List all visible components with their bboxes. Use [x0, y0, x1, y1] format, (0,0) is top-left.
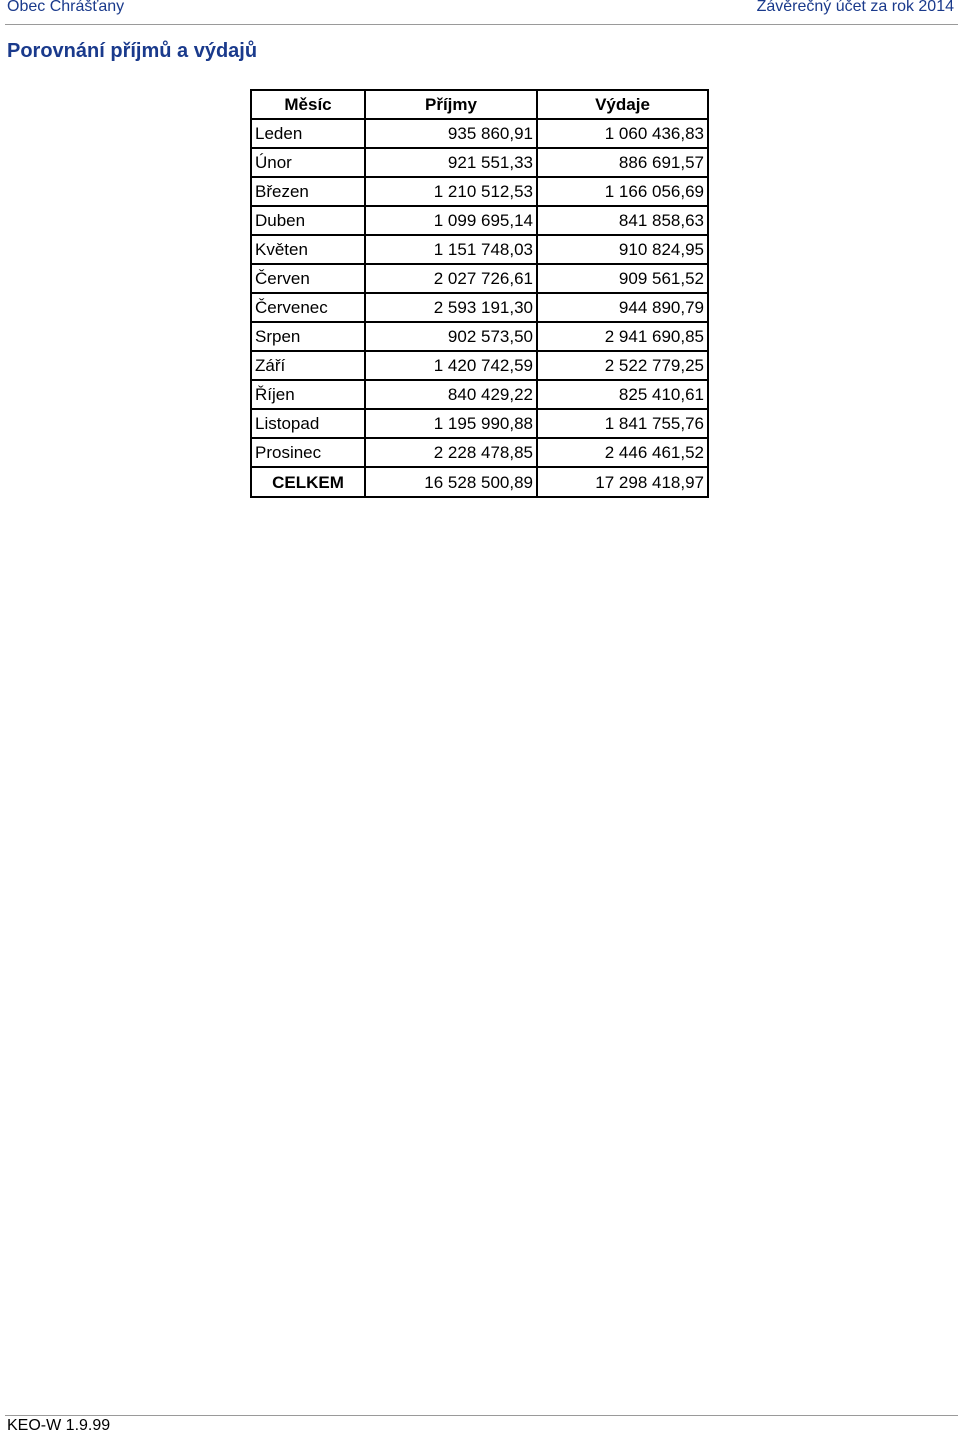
table-row: [251, 351, 708, 380]
table-row: [251, 119, 708, 148]
cell-month: Září: [251, 351, 365, 380]
cell-income: 935 860,91: [365, 119, 537, 148]
cell-month: Únor: [251, 148, 365, 177]
cell-month: Listopad: [251, 409, 365, 438]
table-row: [251, 177, 708, 206]
cell-income: 902 573,50: [365, 322, 537, 351]
table-row: [251, 322, 708, 351]
cell-month: Červen: [251, 264, 365, 293]
table-row: [251, 409, 708, 438]
software-version: KEO-W 1.9.99: [7, 1417, 111, 1434]
cell-expense: 1 166 056,69: [537, 177, 708, 206]
cell-expense: 1 841 755,76: [537, 409, 708, 438]
cell-income: 921 551,33: [365, 148, 537, 177]
cell-month: Květen: [251, 235, 365, 264]
header-divider: [5, 24, 958, 25]
table-row: [251, 293, 708, 322]
cell-month: Prosinec: [251, 438, 365, 467]
table-row: [251, 264, 708, 293]
cell-income: 1 195 990,88: [365, 409, 537, 438]
cell-month: Červenec: [251, 293, 365, 322]
table-row: [251, 380, 708, 409]
cell-month: Leden: [251, 119, 365, 148]
total-expense: 17 298 418,97: [537, 467, 708, 497]
cell-expense: 909 561,52: [537, 264, 708, 293]
total-income: 16 528 500,89: [365, 467, 537, 497]
cell-expense: 910 824,95: [537, 235, 708, 264]
column-header-expense: Výdaje: [537, 90, 708, 119]
cell-expense: 1 060 436,83: [537, 119, 708, 148]
cell-expense: 2 522 779,25: [537, 351, 708, 380]
cell-month: Duben: [251, 206, 365, 235]
cell-expense: 841 858,63: [537, 206, 708, 235]
cell-month: Srpen: [251, 322, 365, 351]
cell-income: 1 210 512,53: [365, 177, 537, 206]
total-row: [251, 467, 708, 497]
table-row: [251, 148, 708, 177]
cell-income: 2 593 191,30: [365, 293, 537, 322]
income-expense-table: [250, 89, 709, 498]
cell-income: 2 027 726,61: [365, 264, 537, 293]
cell-month: Březen: [251, 177, 365, 206]
cell-expense: 825 410,61: [537, 380, 708, 409]
column-header-month: Měsíc: [251, 90, 365, 119]
table-row: [251, 235, 708, 264]
column-header-income: Příjmy: [365, 90, 537, 119]
cell-income: 2 228 478,85: [365, 438, 537, 467]
cell-income: 840 429,22: [365, 380, 537, 409]
municipality-name: Obec Chrášťany: [7, 0, 125, 15]
report-title: Závěrečný účet za rok 2014: [756, 0, 954, 15]
table-header-row: [251, 90, 708, 119]
cell-month: Říjen: [251, 380, 365, 409]
page-title: Porovnání příjmů a výdajů: [7, 40, 258, 62]
table-row: [251, 206, 708, 235]
cell-expense: 2 446 461,52: [537, 438, 708, 467]
table-body: [251, 119, 708, 467]
cell-income: 1 151 748,03: [365, 235, 537, 264]
cell-expense: 2 941 690,85: [537, 322, 708, 351]
total-label: CELKEM: [251, 467, 365, 497]
footer-divider: [5, 1415, 958, 1416]
cell-expense: 886 691,57: [537, 148, 708, 177]
cell-income: 1 099 695,14: [365, 206, 537, 235]
cell-expense: 944 890,79: [537, 293, 708, 322]
table-row: [251, 438, 708, 467]
cell-income: 1 420 742,59: [365, 351, 537, 380]
